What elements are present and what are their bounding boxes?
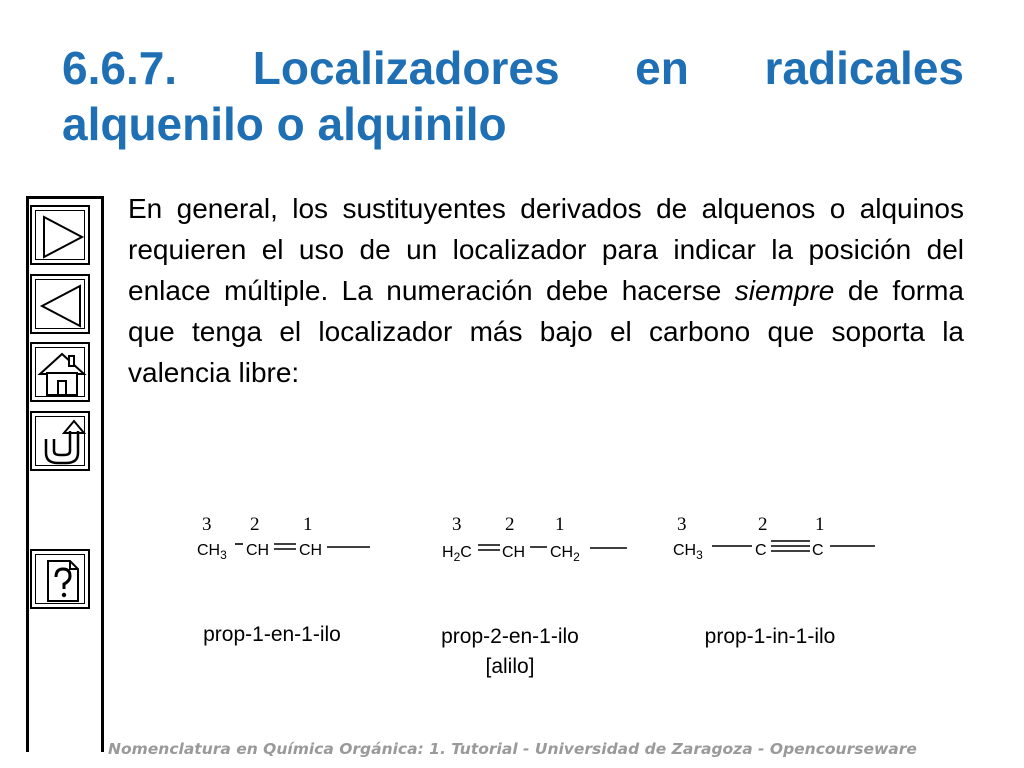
structure-prop-1-en-1-ilo xyxy=(197,514,370,562)
next-button[interactable] xyxy=(30,205,90,265)
locant-1: 1 xyxy=(815,514,825,535)
locant-1: 1 xyxy=(555,514,565,535)
locant-2: 2 xyxy=(250,514,260,535)
group-ch3: $CH_3$ xyxy=(673,542,703,562)
locant-3: 3 xyxy=(452,514,462,535)
slide-title-line2: alquenilo o alquinilo xyxy=(62,98,507,150)
caption-structure-2: prop-2-en-1-ilo xyxy=(441,625,579,648)
help-icon xyxy=(36,555,88,607)
group-c: C xyxy=(755,542,767,559)
body-text-emphasis: siempre xyxy=(734,275,835,306)
locant-1: 1 xyxy=(303,514,313,535)
locant-3: 3 xyxy=(202,514,212,535)
caption-structure-1: prop-1-en-1-ilo xyxy=(203,623,341,646)
chemical-structures xyxy=(180,500,900,590)
slide-title-line1: 6.6.7. Localizadores en radicales xyxy=(62,42,964,94)
previous-button[interactable] xyxy=(30,274,90,334)
next-arrow-icon xyxy=(36,211,88,263)
home-icon xyxy=(36,348,88,400)
footer-credits: Nomenclatura en Química Orgánica: 1. Tutorial - Universidad de Zaragoza - Opencourseware xyxy=(108,740,917,758)
body-paragraph xyxy=(128,188,964,393)
help-button[interactable] xyxy=(30,549,90,609)
caption-structure-2-alias: [alilo] xyxy=(485,655,535,678)
group-c: C xyxy=(812,542,824,559)
group-ch: CH xyxy=(502,544,526,561)
locant-2: 2 xyxy=(758,514,768,535)
slide-title xyxy=(62,40,964,152)
caption-structure-3: prop-1-in-1-ilo xyxy=(704,625,836,648)
return-icon xyxy=(36,417,88,469)
group-ch: CH xyxy=(246,542,270,559)
nav-frame-right xyxy=(101,196,104,752)
body-text-part2: de forma que tenga el localizador más bajo el carbono que soporta la valencia libre: xyxy=(128,275,964,388)
locant-2: 2 xyxy=(505,514,515,535)
home-button[interactable] xyxy=(30,342,90,402)
nav-frame-top xyxy=(26,196,104,199)
prev-arrow-icon xyxy=(36,280,88,332)
group-ch3: $CH_3$ xyxy=(197,542,227,562)
group-h2c: $H_2C$ xyxy=(442,544,472,564)
return-button[interactable] xyxy=(30,411,90,471)
locant-3: 3 xyxy=(677,514,687,535)
body-text-part1: En general, los sustituyentes derivados de alquenos o alquinos requieren el uso de un localizador para indicar la posición del enlace múltiple. La numeración debe hacerse xyxy=(128,193,964,306)
nav-frame-left xyxy=(26,196,29,752)
structure-prop-1-in-1-ilo xyxy=(673,514,875,562)
group-ch: CH xyxy=(299,542,323,559)
structure-prop-2-en-1-ilo xyxy=(442,514,627,564)
group-ch2: $CH_2$ xyxy=(550,544,580,564)
